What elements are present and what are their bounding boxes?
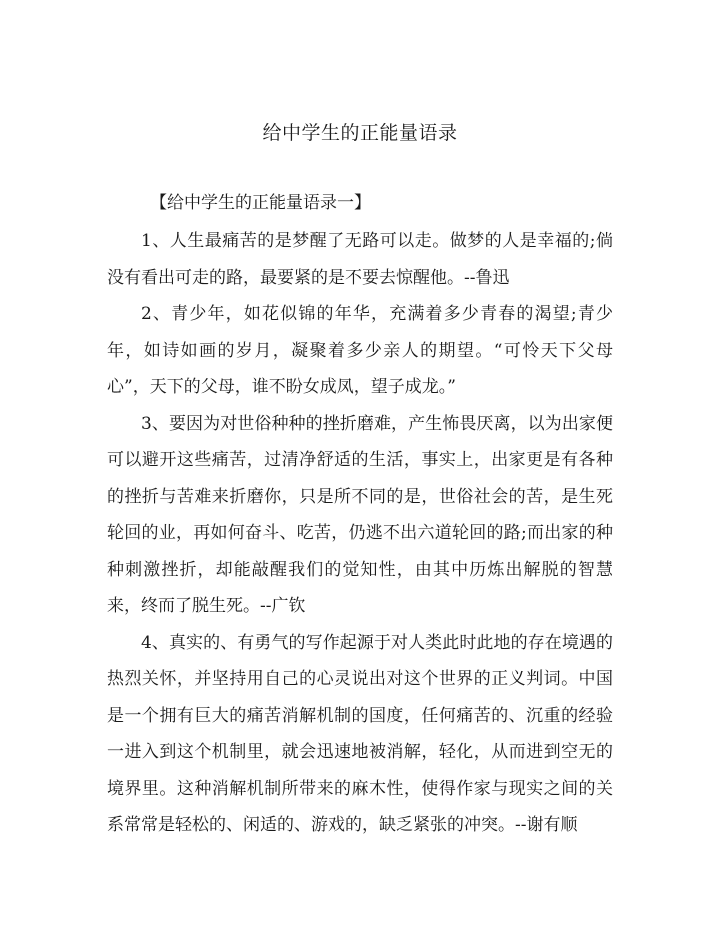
document-body (107, 223, 613, 844)
quote-paragraph-4: 4、真实的、有勇气的写作起源于对人类此时此地的存在境遇的热烈关怀，并坚持用自己的心灵说出对这个世界的正义判词。中国是一个拥有巨大的痛苦消解机制的国度，任何痛苦的、沉重的经验一进入到这个机制里，就会迅速地被消解，轻化，从而进到空无的境界里。这种消解机制所带来的麻木性，使得作家与现实之间的关系常常是轻松的、闲适的、游戏的，缺乏紧张的冲突。--谢有顺 (107, 632, 613, 835)
section-heading: 【给中学生的正能量语录一】 (150, 193, 371, 213)
quote-paragraph-3: 3、要因为对世俗种种的挫折磨难，产生怖畏厌离，以为出家便可以避开这些痛苦，过清净舒适的生活，事实上，出家更是有各种的挫折与苦难来折磨你，只是所不同的是，世俗社会的苦，是生死轮回的业，再如何奋斗、吃苦，仍逃不出六道轮回的路;而出家的种种刺激挫折，却能敲醒我们的觉知性，由其中历炼出解脱的智慧来，终而了脱生死。--广钦 (107, 413, 613, 616)
quote-paragraph-2: 2、青少年，如花似锦的年华，充满着多少青春的渴望;青少年，如诗如画的岁月，凝聚着多少亲人的期望。“可怜天下父母心”，天下的父母，谁不盼女成凤，望子成龙。” (107, 304, 613, 397)
document-title: 给中学生的正能量语录 (262, 122, 458, 144)
quote-paragraph-1: 1、人生最痛苦的是梦醒了无路可以走。做梦的人是幸福的;倘没有看出可走的路，最要紧的是不要去惊醒他。--鲁迅 (107, 231, 613, 288)
